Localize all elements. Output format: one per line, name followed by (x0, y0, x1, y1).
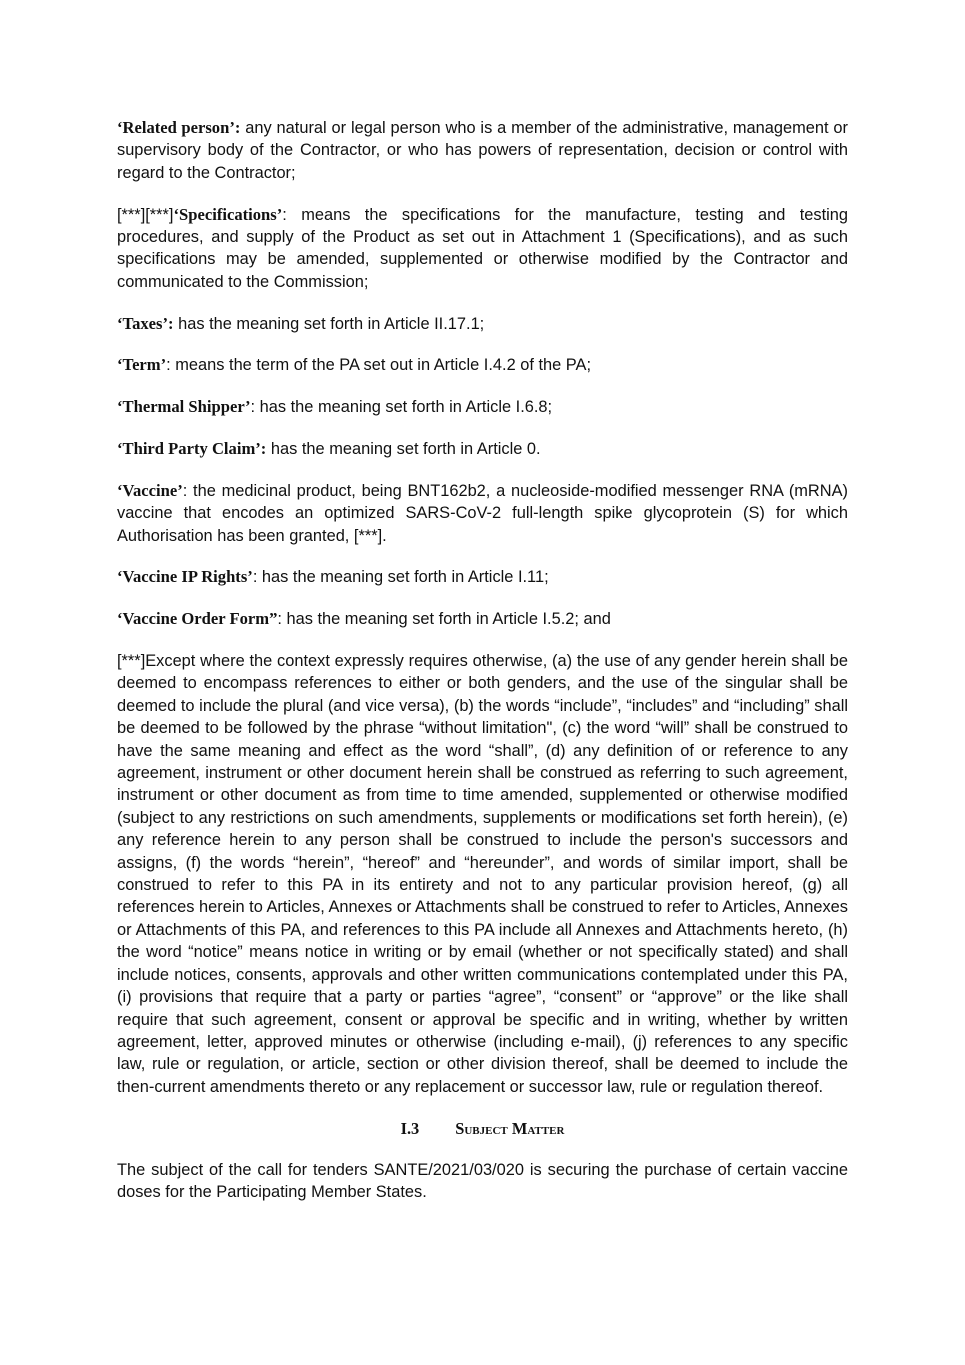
definition-term: ‘Third Party Claim’: (117, 439, 267, 459)
definition-vaccine-order-form (117, 608, 848, 630)
definition-prefix: [***][***] (117, 205, 174, 224)
section-heading (117, 1118, 848, 1140)
definition-specifications (117, 204, 848, 294)
definition-vaccine (117, 480, 848, 547)
section-number: I.3 (400, 1118, 420, 1138)
definition-text: any natural or legal person who is a member of the administrative, management or supervisory body of the Contractor, or who has powers of representation, decision or control with regard to the Contractor; (117, 119, 848, 182)
definition-text: : means the specifications for the manufacture, testing and testing procedures, and supply of the Product as set out in Attachment 1 (Specifications), and as such specifications may be amended, supplemented or otherwise modified by the Contractor and communicated to the Commission; (117, 205, 848, 291)
definition-text: : has the meaning set forth in Article I.6.8; (250, 398, 553, 417)
definition-term: ‘Related person’: (117, 118, 241, 137)
definition-related-person (117, 117, 848, 184)
definition-term: ‘Vaccine Order Form” (117, 609, 278, 629)
definition-text: : has the meaning set forth in Article I.11; (252, 568, 549, 587)
definition-term: ‘Term’ (117, 355, 167, 375)
definition-taxes (117, 313, 848, 335)
definition-text: : means the term of the PA set out in Article I.4.2 of the PA; (166, 356, 592, 375)
document-page (117, 117, 848, 1223)
definition-text: has the meaning set forth in Article 0. (266, 440, 541, 459)
subject-matter-paragraph: The subject of the call for tenders SANTE/2021/03/020 is securing the purchase of certain vaccine doses for the Participating Member States. (117, 1160, 848, 1202)
section-title: Subject Matter (455, 1118, 565, 1138)
definition-thermal-shipper (117, 396, 848, 418)
definition-term: ‘Taxes’: (117, 313, 174, 333)
definition-text: : has the meaning set forth in Article I.5.2; and (277, 610, 611, 629)
definition-third-party-claim (117, 438, 848, 460)
definition-vaccine-ip-rights (117, 566, 848, 588)
definition-text: : the medicinal product, being BNT162b2, a nucleoside-modified messenger RNA (mRNA) vaccine that encodes an optimized SARS-CoV-2 full-length spike glycoprotein (S) for which Authorisation has been granted, [***]. (117, 481, 848, 545)
definition-term: ‘Specifications’ (173, 204, 283, 224)
definition-term-entry (117, 354, 848, 376)
definition-text: has the meaning set forth in Article II.17.1; (173, 314, 485, 333)
definition-term: ‘Vaccine’ (117, 480, 183, 500)
interpretation-paragraph: [***]Except where the context expressly requires otherwise, (a) the use of any gender herein shall be deemed to encompass references to either or both genders, and the use of the singular shall be deemed to include the plural (and vice versa), (b) the words “include”, “includes” and “including” shall be deemed to be followed by the phrase “without limitation", (c) the word “will” shall be construed to have the same meaning and effect as the word “shall”, (d) any definition of or reference to any agreement, instrument or other document herein shall be construed as referring to such agreement, instrument or other document as from time to time amended, supplemented or otherwise modified (subject to any restrictions on such amendments, supplements or modifications set forth herein), (e) any reference herein to any person shall be construed to include the person's successors and assigns, (f) the words “herein”, “hereof” and “hereunder”, and words of similar import, shall be construed to refer to this PA in its entirety and not to any particular provision hereof, (g) all references herein to Articles, Annexes or Attachments shall be construed to refer to Articles, Annexes or Attachments of this PA, and references to this PA include all Annexes and Attachments hereto, (h) the word “notice” means notice in writing or by email (whether or not specifically stated) and shall include notices, consents, approvals and other written communications contemplated under this PA, (i) provisions that require that a party or parties “agree”, “consent” or “approve” or the like shall require that such agreement, consent or approval be specific and in writing, whether by written agreement, letter, approved minutes or otherwise (including e-mail), (j) references to any specific law, rule or regulation, or article, section or other division thereof, shall be deemed to include the then-current amendments thereto or any replacement or successor law, rule or regulation thereof. (117, 652, 848, 1096)
definition-term: ‘Thermal Shipper’ (117, 397, 251, 417)
definition-term: ‘Vaccine IP Rights’ (117, 567, 253, 587)
